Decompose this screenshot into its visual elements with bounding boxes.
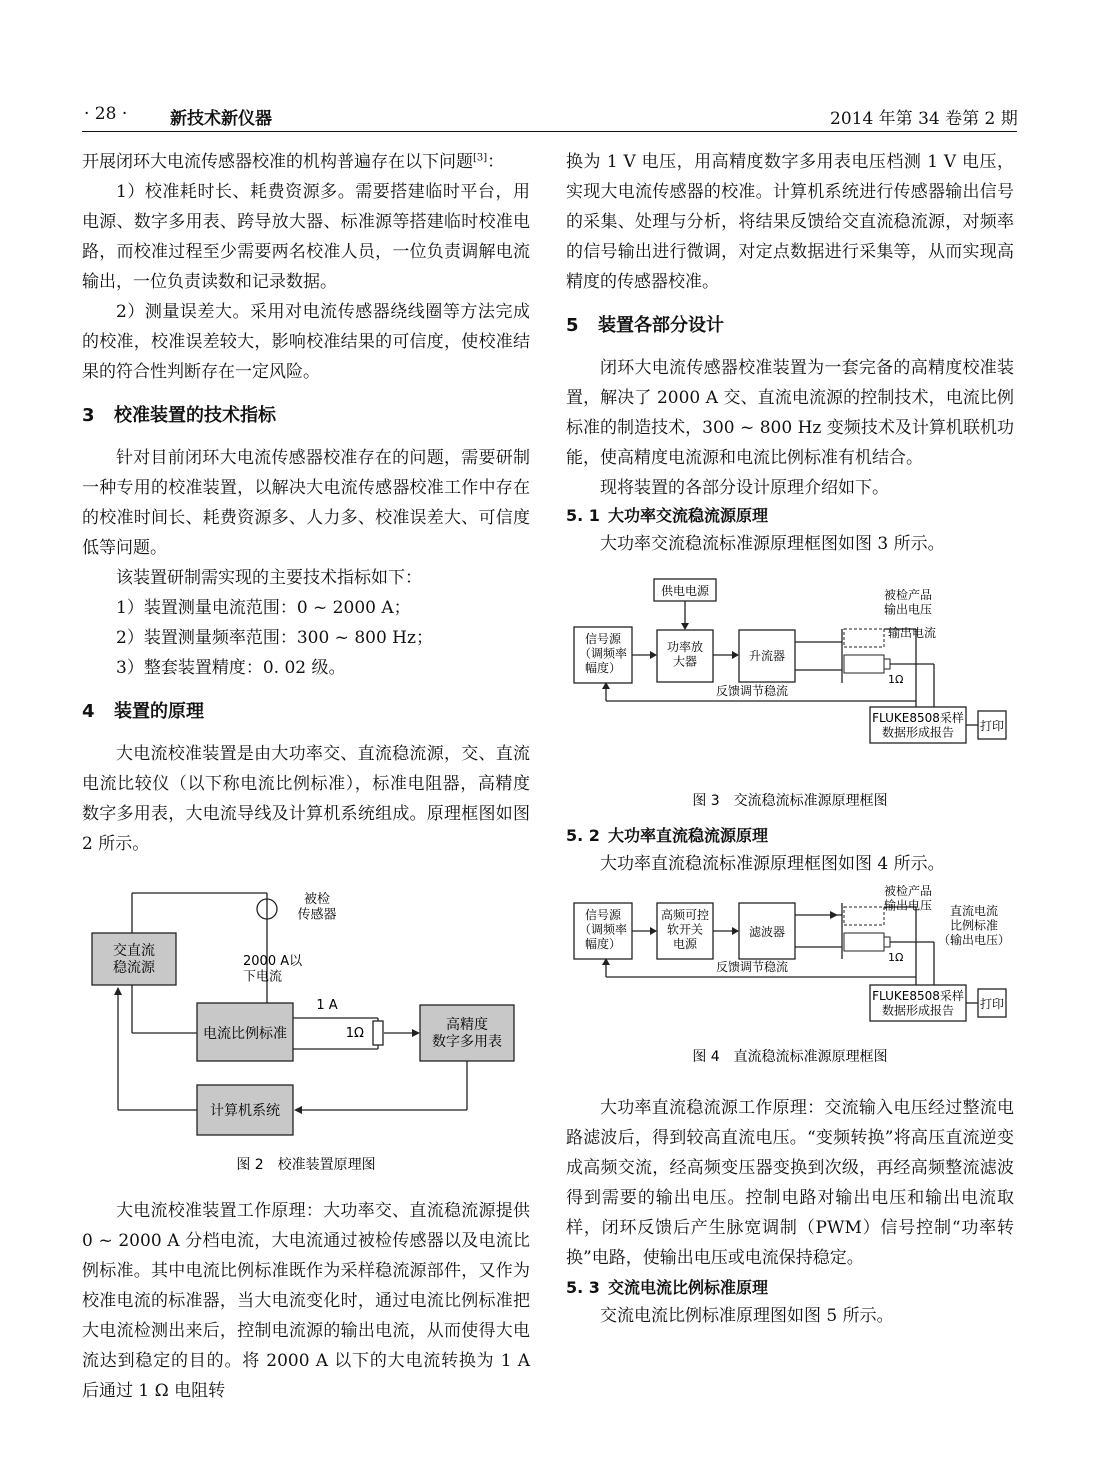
figure-3-diagram: [566, 567, 1014, 815]
svg-text:打印: 打印: [979, 997, 1005, 1011]
paragraph: 开展闭环大电流传感器校准的机构普遍存在以下问题[3]：: [82, 152, 505, 172]
journal-name: 新技术新仪器: [170, 109, 272, 129]
fluke-box: [870, 985, 966, 1021]
svg-text:功率放大器: 功率放大器: [666, 640, 704, 669]
power-supply-box: [654, 579, 716, 601]
page-number: · 28 ·: [84, 104, 128, 124]
section-heading-4: 4 装置的原理: [82, 701, 204, 722]
figure-3-caption: 图 3 交流稳流标准源原理框图: [692, 793, 888, 809]
figure-4-diagram: [566, 885, 1014, 1085]
fluke-box: [870, 707, 966, 743]
right-column: [566, 147, 1014, 1331]
section-heading-5-2: 5. 2 大功率直流稳流源原理: [566, 826, 769, 845]
power-amp-box: [657, 630, 713, 682]
section-heading-5-3: 5. 3 交流电流比例标准原理: [566, 1278, 769, 1297]
hf-power-box: [657, 903, 713, 959]
paragraph: 1）校准耗时长、耗费资源多。需要搭建临时平台，用电源、数字多用表、跨导放大器、标准源等搭建临时校准电路，而校准过程至少需要两名校准人员，一位负责调解电流输出，一位负责读数和记录数据。: [82, 182, 530, 292]
current-label: 2000 A以下电流: [243, 954, 303, 985]
section-heading-5-1: 5. 1 大功率交流稳流源原理: [566, 506, 769, 525]
dmm-box: [420, 1005, 514, 1061]
list-item: 1）装置测量电流范围：0 ~ 2000 A；: [116, 598, 411, 618]
sensor-label: 被检传感器: [297, 892, 337, 923]
list-item: 2）装置测量频率范围：300 ~ 800 Hz；: [116, 628, 433, 648]
resistor-label: 1Ω: [345, 1026, 364, 1041]
print-box: [978, 711, 1006, 739]
one-amp-label: 1 A: [316, 998, 338, 1013]
paragraph: 大电流校准装置是由大功率交、直流稳流源，交、直流电流比较仪（以下称电流比例标准），标准电阻器，高精度数字多用表，大电流导线及计算机系统组成。原理框图如图 2 所示。: [82, 744, 530, 854]
paragraph: 现将装置的各部分设计原理介绍如下。: [600, 478, 889, 498]
paragraph: 换为 1 V 电压，用高精度数字多用表电压档测 1 V 电压，实现大电流传感器的校准。计算机系统进行传感器输出信号的采集、处理与分析，将结果反馈给交直流稳流源，对频率的信号输出进行微调，对定点数据进行采集等，从而实现高精度的传感器校准。: [566, 152, 1014, 292]
product-output-label: 被检产品输出电压: [884, 885, 933, 913]
resistor-icon: [884, 937, 890, 947]
svg-text:计算机系统: 计算机系统: [210, 1103, 280, 1119]
paragraph: 大功率交流稳流标准源原理框图如图 3 所示。: [600, 534, 945, 554]
booster-box: [739, 630, 795, 682]
left-column: [82, 147, 530, 1406]
dc-ratio-label: 直流电流比例标准（输出电压）: [937, 904, 1011, 947]
paragraph: 2）测量误差大。采用对电流传感器绕线圈等方法完成的校准，校准误差较大，影响校准结果的可信度，使校准结果的符合性判断存在一定风险。: [82, 302, 530, 382]
section-heading-3: 3 校准装置的技术指标: [82, 405, 276, 426]
paragraph: 大功率直流稳流源工作原理：交流输入电压经过整流电路滤波后，得到较高直流电压。“变频转换”将高压直流逆变成高频交流，经高频变压器变换到次级，再经高频整流滤波得到需要的输出电压。控制电路对输出电压和输出电流取样，闭环反馈后产生脉宽调制（PWM）信号控制“功率转换”电路，使输出电压或电流保持稳定。: [566, 1098, 1014, 1268]
paragraph: 针对目前闭环大电流传感器校准存在的问题，需要研制一种专用的校准装置，以解决大电流传感器校准工作中存在的校准时间长、耗费资源多、人力多、校准误差大、可信度低等问题。: [82, 448, 530, 558]
svg-text:电流比例标准: 电流比例标准: [203, 1026, 287, 1042]
feedback-label: 反馈调节稳流: [716, 684, 789, 698]
output-current-label: 输出电流: [888, 626, 937, 640]
paragraph: 大功率直流稳流标准源原理框图如图 4 所示。: [600, 854, 945, 874]
figure-2-diagram: [82, 873, 530, 1178]
header-rule: [82, 131, 1017, 132]
svg-text:打印: 打印: [979, 719, 1005, 733]
computer-box: [197, 1085, 293, 1135]
paragraph: 交流电流比例标准原理图如图 5 所示。: [600, 1306, 894, 1326]
svg-text:FLUKE8508采样数据形成报告: FLUKE8508采样数据形成报告: [872, 989, 964, 1018]
svg-text:高精度数字多用表: 高精度数字多用表: [432, 1017, 502, 1050]
print-box: [978, 989, 1006, 1017]
paragraph: 大电流校准装置工作原理：大功率交、直流稳流源提供 0 ~ 2000 A 分档电流，大电流通过被检传感器以及电流比例标准。其中电流比例标准既作为采样稳流源部件，又作为校准电流的标准器，当大电流变化时，通过电流比例标准把大电流检测出来后，控制电流源的输出电流，从而使得大电流达到稳定的目的。将 2000 A 以下的大电流转换为 1 A 后通过 1 Ω 电阻转: [82, 1201, 530, 1401]
svg-text:供电电源: 供电电源: [660, 584, 710, 598]
svg-text:交直流稳流源: 交直流稳流源: [113, 943, 155, 976]
paragraph: 该装置研制需实现的主要技术指标如下：: [116, 568, 422, 588]
resistor-icon: [884, 659, 890, 669]
feedback-label: 反馈调节稳流: [716, 960, 789, 974]
figure-4-caption: 图 4 直流稳流标准源原理框图: [692, 1049, 888, 1065]
resistor-icon: [373, 1021, 383, 1045]
signal-source-box: [574, 903, 632, 959]
svg-text:信号源（调频率幅度）: 信号源（调频率幅度）: [578, 632, 628, 675]
svg-text:高频可控软开关电源: 高频可控软开关电源: [660, 908, 710, 951]
svg-text:FLUKE8508采样数据形成报告: FLUKE8508采样数据形成报告: [872, 711, 964, 740]
svg-text:升流器: 升流器: [748, 649, 786, 663]
svg-text:滤波器: 滤波器: [748, 925, 786, 939]
paragraph: 闭环大电流传感器校准装置为一套完备的高精度校准装置，解决了 2000 A 交、直流电流源的控制技术，电流比例标准的制造技术，300 ~ 800 Hz 变频技术及计算机联机功能，使高精度电流源和电流比例标准有机结合。: [566, 358, 1014, 468]
list-item: 3）整套装置精度：0. 02 级。: [116, 658, 346, 678]
product-output-label: 被检产品输出电压: [884, 588, 933, 617]
figure-2-caption: 图 2 校准装置原理图: [236, 1157, 376, 1173]
filter-box: [739, 903, 795, 959]
signal-source-box: [574, 627, 632, 683]
source-box: [92, 933, 176, 985]
section-heading-5: 5 装置各部分设计: [566, 315, 724, 336]
citation: [3]: [473, 152, 488, 164]
svg-text:1Ω: 1Ω: [888, 673, 904, 686]
ratio-standard-box: [197, 1003, 293, 1061]
sensor-icon: [257, 899, 277, 919]
issue-info: 2014 年第 34 卷第 2 期: [830, 109, 1018, 129]
svg-text:信号源（调频率幅度）: 信号源（调频率幅度）: [578, 908, 628, 951]
svg-text:1Ω: 1Ω: [888, 951, 904, 964]
